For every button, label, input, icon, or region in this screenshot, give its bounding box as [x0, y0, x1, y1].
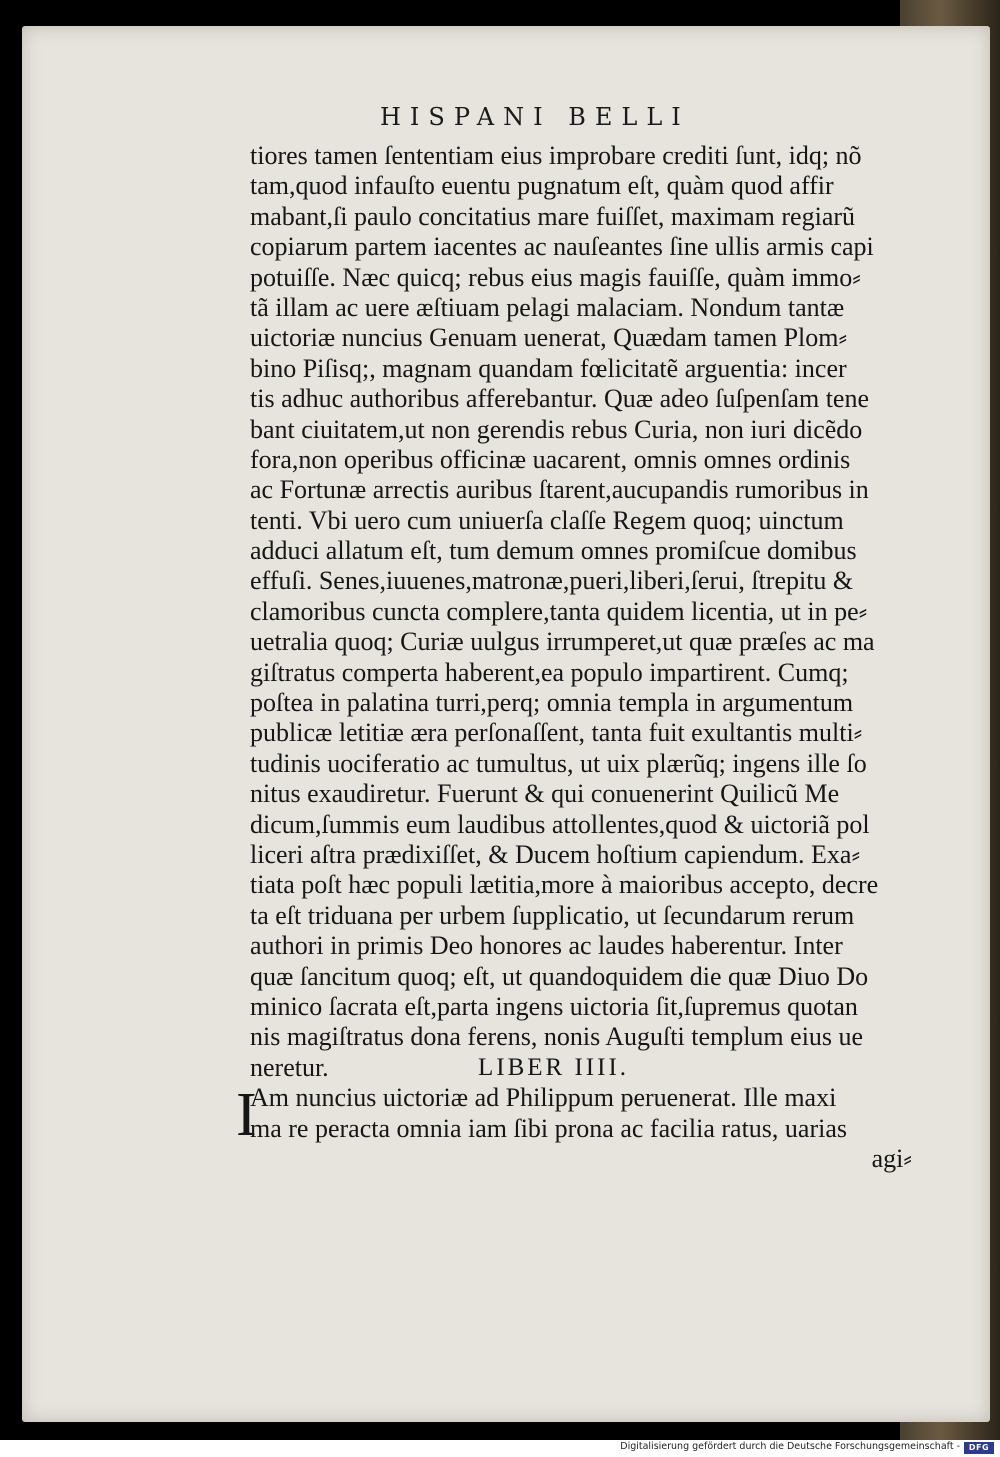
- text-line: dicum,ſummis eum laudibus attollentes,quod & uictoriã pol: [250, 809, 870, 839]
- dfg-logo: DFG: [964, 1442, 994, 1454]
- catchword: agi⸗: [871, 1143, 912, 1173]
- text-line: uictoriæ nuncius Genuam uenerat, Quædam tamen Plom⸗: [250, 323, 848, 353]
- book-heading-line: [250, 1053, 930, 1083]
- text-line: uetralia quoq; Curiæ uulgus irrumperet,ut quæ præſes ac ma: [250, 627, 875, 657]
- text-line: quæ ſancitum quoq; eſt, ut quandoquidem die quæ Diuo Do: [250, 961, 869, 991]
- text-line: tiata poſt hæc populi lætitia,more à maioribus accepto, decre: [250, 870, 879, 900]
- text-line: tã illam ac uere æſtiuam pelagi malaciam. Nondum tantæ: [250, 292, 845, 322]
- text-line: effuſi. Senes,iuuenes,matronæ,pueri,liberi,ſerui, ſtrepitu &: [250, 566, 854, 596]
- text-line: nis magiſtratus dona ferens, nonis Auguſti templum eius ue: [250, 1022, 864, 1052]
- text-line: clamoribus cuncta complere,tanta quidem licentia, ut in pe⸗: [250, 596, 868, 626]
- text-line: potuiſſe. Næc quicq; rebus eius magis fauiſſe, quàm immo⸗: [250, 262, 861, 292]
- text-line: tiores tamen ſententiam eius improbare crediti ſunt, idq; nõ: [250, 141, 862, 170]
- text-line: ma re peracta omnia iam ſibi prona ac facilia ratus, uarias: [250, 1113, 847, 1143]
- running-head: HISPANI BELLI: [380, 103, 690, 131]
- text-line: poſtea in palatina turri,perq; omnia templa in argumentum: [250, 688, 854, 718]
- text-line: tis adhuc authoribus afferebantur. Quæ adeo ſuſpenſam tene: [250, 384, 869, 414]
- text-line: fora,non operibus officinæ uacarent, omnis omnes ordinis: [250, 444, 851, 474]
- text-line: publicæ letitiæ æra perſonaſſent, tanta fuit exultantis multi⸗: [250, 718, 863, 748]
- text-line: bino Piſisq;, magnam quandam fœlicitatẽ arguentia: incer: [250, 353, 847, 383]
- text-line: ta eſt triduana per urbem ſupplicatio, ut ſecundarum rerum: [250, 900, 855, 930]
- text-line: tenti. Vbi uero cum uniuerſa claſſe Regem quoq; uinctum: [250, 505, 844, 535]
- text-line: liceri aſtra prædixiſſet, & Ducem hoſtium capiendum. Exa⸗: [250, 839, 861, 869]
- closing-fragment: neretur.: [250, 1052, 329, 1082]
- funding-notice: Digitalisierung gefördert durch die Deutsche Forschungsgemeinschaft -: [620, 1441, 960, 1452]
- text-line: Am nuncius uictoriæ ad Philippum peruenerat. Ille maxi: [250, 1083, 837, 1113]
- text-block: [236, 141, 930, 1174]
- text-line: tudinis uociferatio ac tumultus, ut uix plærũq; ingens ille ſo: [250, 748, 867, 778]
- text-line: bant ciuitatem,ut non gerendis rebus Curia, non iuri dicẽdo: [250, 414, 863, 444]
- book-opening-paragraph: [236, 1081, 930, 1150]
- text-line: adduci allatum eſt, tum demum omnes promiſcue domibus: [250, 536, 857, 566]
- dropcap-initial: I: [236, 1081, 257, 1150]
- text-line: giſtratus comperta haberent,ea populo impartirent. Cumq;: [250, 657, 849, 687]
- book-heading: LIBER IIII.: [478, 1053, 630, 1081]
- text-line: minico ſacrata eſt,parta ingens uictoria ſit,ſupremus quotan: [250, 991, 858, 1021]
- text-line: authori in primis Deo honores ac laudes haberentur. Inter: [250, 931, 843, 961]
- text-line: copiarum partem iacentes ac nauſeantes ſine ullis armis capi: [250, 232, 874, 262]
- text-line: ac Fortunæ arrectis auribus ſtarent,aucupandis rumoribus in: [250, 475, 869, 505]
- text-line: tam,quod infauſto euentu pugnatum eſt, quàm quod affir: [250, 171, 834, 201]
- text-line: nitus exaudiretur. Fuerunt & qui conuenerint Quilicũ Me: [250, 779, 840, 809]
- text-line: mabant,ſi paulo concitatius mare fuiſſet, maximam regiarũ: [250, 201, 856, 231]
